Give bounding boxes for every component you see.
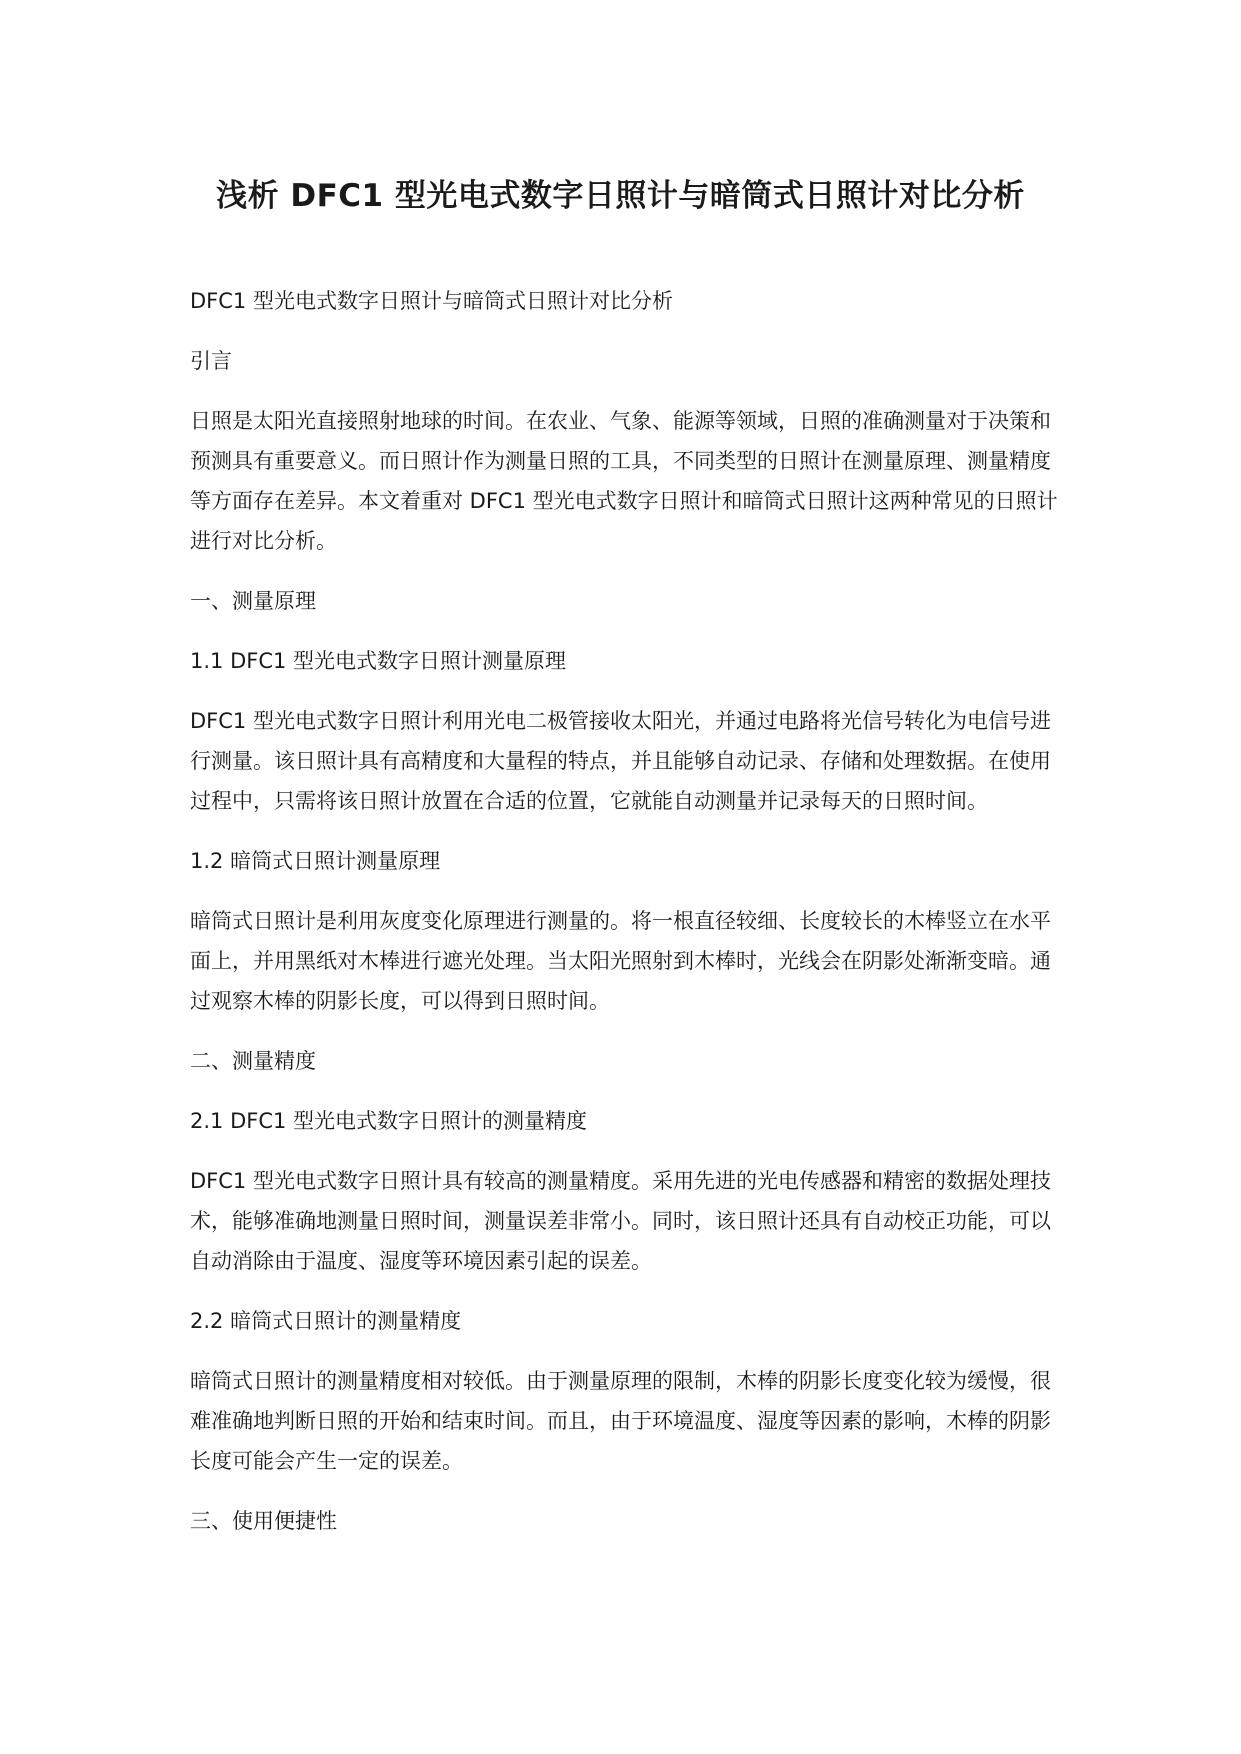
section-1-heading: 一、测量原理	[190, 589, 316, 613]
section-1-1-paragraph: DFC1 型光电式数字日照计利用光电二极管接收太阳光，并通过电路将光信号转化为电信号进行测量。该日照计具有高精度和大量程的特点，并且能够自动记录、存储和处理数据。在使用过程中，只需将该日照计放置在合适的位置，它就能自动测量并记录每天的日照时间。	[190, 709, 1051, 813]
section-2-1-paragraph: DFC1 型光电式数字日照计具有较高的测量精度。采用先进的光电传感器和精密的数据处理技术，能够准确地测量日照时间，测量误差非常小。同时，该日照计还具有自动校正功能，可以自动消除由于温度、湿度等环境因素引起的误差。	[190, 1169, 1051, 1273]
document-body	[190, 281, 1060, 1541]
section-1-2-heading: 1.2 暗筒式日照计测量原理	[190, 849, 441, 873]
section-2-2-paragraph: 暗筒式日照计的测量精度相对较低。由于测量原理的限制，木棒的阴影长度变化较为缓慢，很难准确地判断日照的开始和结束时间。而且，由于环境温度、湿度等因素的影响，木棒的阴影长度可能会产生一定的误差。	[190, 1369, 1051, 1473]
section-3-heading: 三、使用便捷性	[190, 1509, 337, 1533]
intro-heading: 引言	[190, 349, 232, 373]
section-2-1-heading: 2.1 DFC1 型光电式数字日照计的测量精度	[190, 1109, 588, 1133]
section-1-1-heading: 1.1 DFC1 型光电式数字日照计测量原理	[190, 649, 567, 673]
section-2-2-heading: 2.2 暗筒式日照计的测量精度	[190, 1309, 462, 1333]
document-title: 浅析 DFC1 型光电式数字日照计与暗筒式日照计对比分析	[216, 178, 1025, 214]
section-2-heading: 二、测量精度	[190, 1049, 316, 1073]
document-subtitle: DFC1 型光电式数字日照计与暗筒式日照计对比分析	[190, 289, 673, 313]
intro-paragraph: 日照是太阳光直接照射地球的时间。在农业、气象、能源等领域，日照的准确测量对于决策和预测具有重要意义。而日照计作为测量日照的工具，不同类型的日照计在测量原理、测量精度等方面存在差异。本文着重对 DFC1 型光电式数字日照计和暗筒式日照计这两种常见的日照计进行对比分析。	[190, 409, 1058, 553]
section-1-2-paragraph: 暗筒式日照计是利用灰度变化原理进行测量的。将一根直径较细、长度较长的木棒竖立在水平面上，并用黑纸对木棒进行遮光处理。当太阳光照射到木棒时，光线会在阴影处渐渐变暗。通过观察木棒的阴影长度，可以得到日照时间。	[190, 909, 1051, 1013]
